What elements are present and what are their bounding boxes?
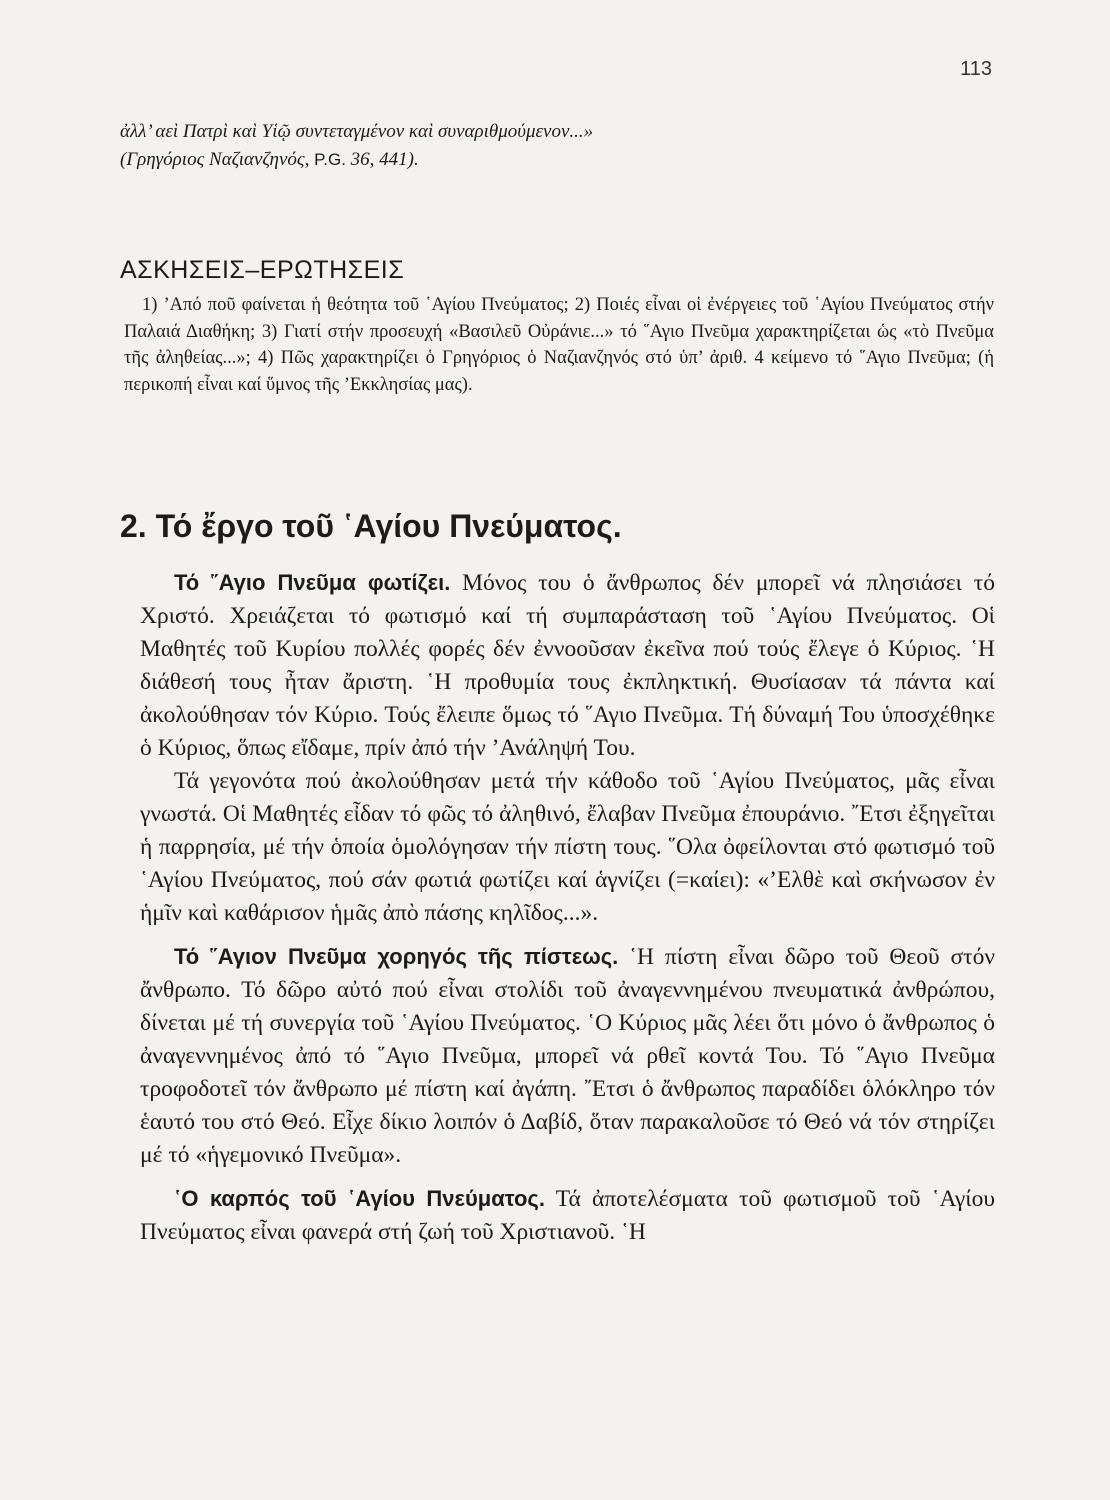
quote-reference-location: 36, 441).	[345, 149, 419, 170]
exercises-heading: ΑΣΚΗΣΕΙΣ–ΕΡΩΤΗΣΕΙΣ	[120, 256, 405, 284]
paragraph-illumination	[140, 566, 995, 765]
exercises-questions: 1) ’Από ποῦ φαίνεται ἡ θεότητα τοῦ ῾Αγίου Πνεύματος; 2) Ποιές εἶναι οἱ ἐνέργειες τοῦ ῾Αγίου Πνεύματος στήν Παλαιά Διαθήκη; 3) Γιατί στήν προσευχή «Βασιλεῦ Οὐράνιε...» τό ῞Αγιο Πνεῦμα χαρακτηρίζεται ὡς «τὸ Πνεῦμα τῆς ἀληθείας...»; 4) Πῶς χαρακτηρίζει ὁ Γρηγόριος ὁ Ναζιανζηνός στό ὑπ’ ἀριθ. 4 κείμενο τό ῞Αγιο Πνεῦμα; (ἡ περικοπή εἶναι καί ὕμνος τῆς ’Εκκλησίας μας).	[124, 295, 994, 395]
paragraph-fruit	[140, 1182, 995, 1249]
paragraph-faith	[140, 940, 995, 1172]
paragraph-lead-in: ῾Ο καρπός τοῦ ῾Αγίου Πνεύματος.	[174, 1186, 545, 1211]
page-number: 113	[960, 58, 992, 80]
quote-reference-author: (Γρηγόριος Ναζιανζηνός,	[120, 149, 315, 170]
paragraph-lead-in: Τό ῞Αγιον Πνεῦμα χορηγός τῆς πίστεως.	[174, 944, 619, 969]
patristic-quote	[120, 118, 1000, 174]
quote-reference-pg: P.G.	[314, 150, 346, 169]
paragraph-text: ῾Η πίστη εἶναι δῶρο τοῦ Θεοῦ στόν ἄνθρωπο. Τό δῶρο αὐτό πού εἶναι στολίδι τοῦ ἀναγεννημένου πνευματικά ἀνθρώπου, δίνεται μέ τή συνεργία τοῦ ῾Αγίου Πνεύματος. ῾Ο Κύριος μᾶς λέει ὅτι μόνο ὁ ἄνθρωπος ὁ ἀναγεννημένος ἀπό τό ῞Αγιο Πνεῦμα, μπορεῖ νά ρθεῖ κοντά Του. Τό ῞Αγιο Πνεῦμα τροφοδοτεῖ τόν ἄνθρωπο μέ πίστη καί ἀγάπη. ῎Ετσι ὁ ἄνθρωπος παραδίδει ὁλόκληρο τόν ἑαυτό του στό Θεό. Εἶχε δίκιο λοιπόν ὁ Δαβίδ, ὅταν παρακαλοῦσε τό Θεό νά τόν στηρίζει μέ τό «ἡγεμονικό Πνεῦμα».	[140, 944, 995, 1168]
quote-text: ἀλλ’ αεὶ Πατρὶ καὶ Υἱῷ συντεταγμένον καὶ συναριθμούμενον...»	[120, 121, 594, 142]
paragraph-lead-in: Τό ῞Αγιο Πνεῦμα φωτίζει.	[174, 570, 451, 595]
paragraph-pentecost	[140, 765, 995, 930]
section-body	[140, 566, 995, 1249]
quote-reference	[120, 146, 1000, 174]
section-title: 2. Τό ἔργο τοῦ ῾Αγίου Πνεύματος.	[120, 508, 622, 544]
paragraph-text: Μόνος του ὁ ἄνθρωπος δέν μπορεῖ νά πλησιάσει τό Χριστό. Χρειάζεται τό φωτισμό καί τή συμπαράσταση τοῦ ῾Αγίου Πνεύματος. Οἱ Μαθητές τοῦ Κυρίου πολλές φορές δέν ἐννοοῦσαν ἐκεῖνα πού τούς ἔλεγε ὁ Κύριος. ῾Η διάθεσή τους ἦταν ἄριστη. ῾Η προθυμία τους ἐκπληκτική. Θυσίασαν τά πάντα καί ἀκολούθησαν τόν Κύριο. Τούς ἔλειπε ὅμως τό ῞Αγιο Πνεῦμα. Τή δύναμή Του ὑποσχέθηκε ὁ Κύριος, ὅπως εἴδαμε, πρίν ἀπό τήν ’Ανάληψή Του.	[140, 570, 995, 761]
paragraph-text: Τά γεγονότα πού ἀκολούθησαν μετά τήν κάθοδο τοῦ ῾Αγίου Πνεύματος, μᾶς εἶναι γνωστά. Οἱ Μαθητές εἶδαν τό φῶς τό ἀληθινό, ἔλαβαν Πνεῦμα ἐπουράνιο. ῎Ετσι ἐξηγεῖται ἡ παρρησία, μέ τήν ὁποία ὁμολόγησαν τήν πίστη τους. ῞Ολα ὀφείλονται στό φωτισμό τοῦ ῾Αγίου Πνεύματος, πού σάν φωτιά φωτίζει καί ἁγνίζει (=καίει): «’Ελθὲ καὶ σκήνωσον ἐν ἡμῖν καὶ καθάρισον ἡμᾶς ἀπὸ πάσης κηλῖδος...».	[140, 768, 995, 926]
paragraph-text: Τά ἀποτελέσματα τοῦ φωτισμοῦ τοῦ ῾Αγίου Πνεύματος εἶναι φανερά στή ζωή τοῦ Χριστιανοῦ. ῾Η	[140, 1186, 995, 1245]
